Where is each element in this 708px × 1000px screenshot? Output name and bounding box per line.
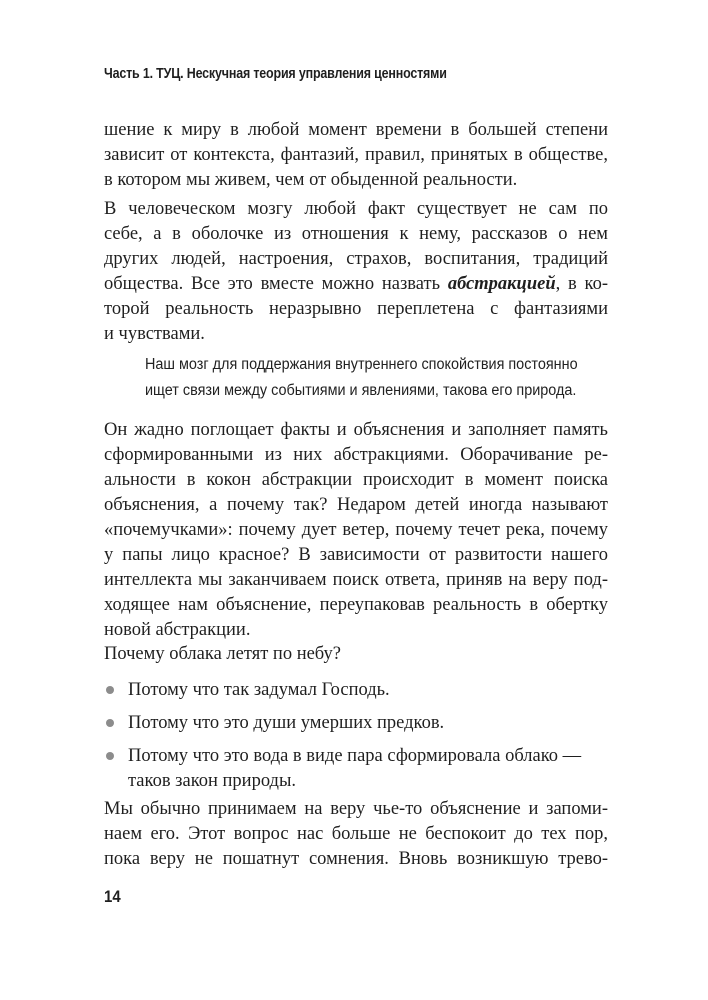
list-item-text: Потому что это вода в виде пара сформировала облако — bbox=[128, 746, 582, 766]
text-line: Он жадно поглощает факты и объяснения и заполняет память bbox=[104, 420, 608, 440]
text-line: «почемучками»: почему дует ветер, почему течет река, почему bbox=[104, 520, 608, 540]
text-line: в котором мы живем, чем от обыденной реальности. bbox=[104, 170, 518, 190]
text-line-with-emphasis bbox=[104, 272, 608, 297]
text-line: ходящее нам объяснение, переупаковав реальность в обертку bbox=[104, 595, 608, 615]
text-line: себе, а в оболочке из отношения к нему, рассказов о нем bbox=[104, 224, 608, 244]
bullet-icon bbox=[106, 752, 114, 760]
running-header: Часть 1. ТУЦ. Нескучная теория управления ценностями bbox=[104, 66, 447, 82]
text-line: сформированными из них абстракциями. Оборачивание ре- bbox=[104, 445, 608, 465]
paragraph-2 bbox=[104, 197, 608, 347]
paragraph-question bbox=[104, 642, 608, 667]
text-line: и чувствами. bbox=[104, 324, 205, 344]
text-line: наем его. Этот вопрос нас больше не беспокоит до тех пор, bbox=[104, 824, 608, 844]
paragraph-5 bbox=[104, 797, 608, 872]
list-item-text: Потому что так задумал Господь. bbox=[128, 680, 390, 700]
text-line: Почему облака летят по небу? bbox=[104, 644, 341, 664]
list-item bbox=[104, 744, 624, 794]
text-line: интеллекта мы заканчиваем поиск ответа, приняв на веру под- bbox=[104, 570, 608, 590]
bullet-list bbox=[104, 678, 624, 802]
list-item-text: таков закон природы. bbox=[128, 771, 297, 791]
text-line: зависит от контекста, фантазий, правил, принятых в обществе, bbox=[104, 145, 608, 165]
page-number: 14 bbox=[104, 887, 121, 906]
text-line: альности в кокон абстракции происходит в момент поиска bbox=[104, 470, 608, 490]
paragraph-1 bbox=[104, 118, 608, 193]
text-segment: , в ко- bbox=[555, 274, 608, 294]
text-line: других людей, настроения, страхов, воспитания, традиций bbox=[104, 249, 608, 269]
paragraph-3 bbox=[104, 418, 608, 643]
quote-line: Наш мозг для поддержания внутреннего спокойствия постоянно bbox=[145, 356, 578, 373]
text-line: торой реальность неразрывно переплетена с фантазиями bbox=[104, 299, 608, 319]
text-line: пока веру не пошатнут сомнения. Вновь возникшую трево- bbox=[104, 849, 608, 869]
text-line: объяснения, а почему так? Недаром детей иногда называют bbox=[104, 495, 608, 515]
text-line: В человеческом мозгу любой факт существует не сам по bbox=[104, 199, 608, 219]
list-item bbox=[104, 711, 624, 736]
quote-line: ищет связи между событиями и явлениями, такова его природа. bbox=[145, 382, 577, 399]
text-segment: общества. Все это вместе можно назвать bbox=[104, 274, 448, 294]
bullet-icon bbox=[106, 719, 114, 727]
text-line: шение к миру в любой момент времени в большей степени bbox=[104, 120, 608, 140]
emphasis-term: абстракцией bbox=[447, 274, 556, 294]
bullet-icon bbox=[106, 686, 114, 694]
pull-quote bbox=[145, 352, 605, 404]
text-line: у папы лицо красное? В зависимости от развитости нашего bbox=[104, 545, 608, 565]
text-line: новой абстракции. bbox=[104, 620, 251, 640]
text-line: Мы обычно принимаем на веру чье-то объяснение и запоми- bbox=[104, 799, 608, 819]
list-item-text: Потому что это души умерших предков. bbox=[128, 713, 445, 733]
list-item bbox=[104, 678, 624, 703]
